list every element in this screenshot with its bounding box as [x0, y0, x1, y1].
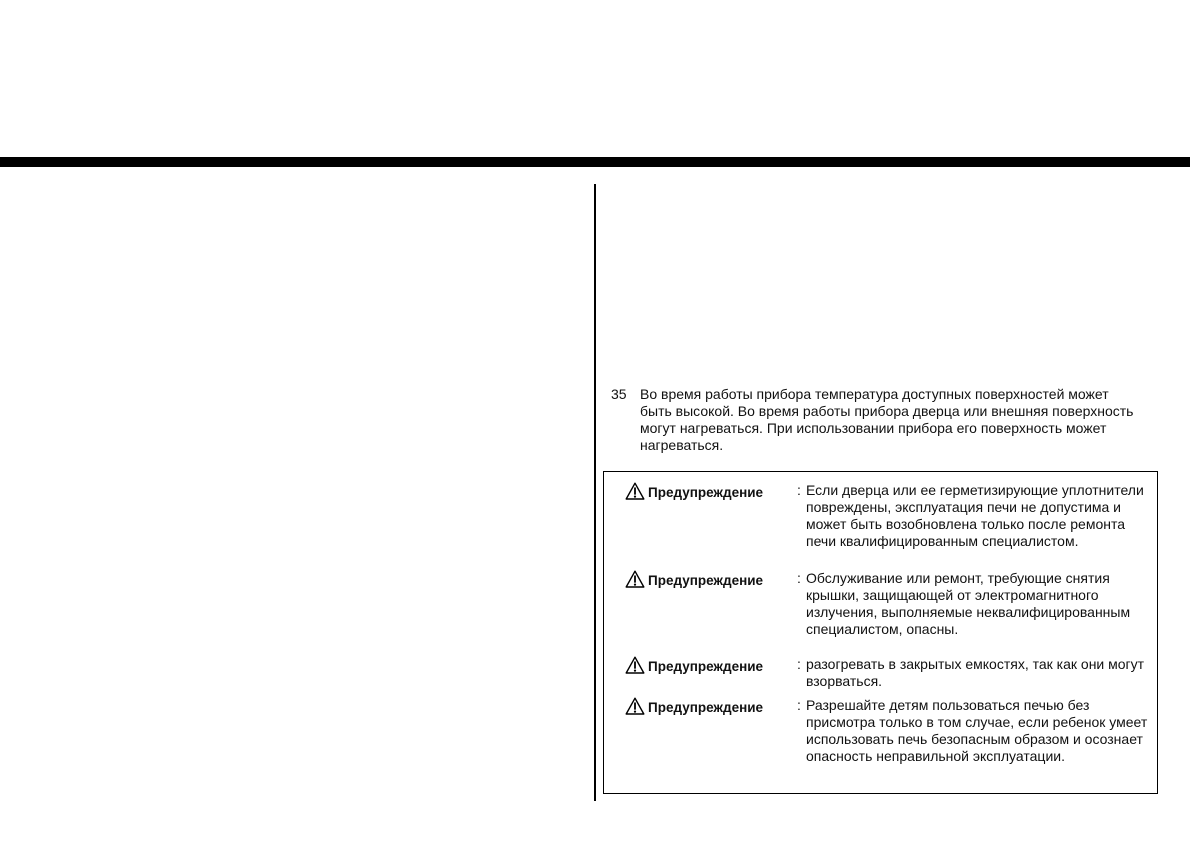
warning-triangle-icon [625, 697, 645, 715]
warning-triangle-icon [625, 482, 645, 500]
warning-colon: : [797, 697, 801, 713]
warning-triangle-icon [625, 570, 645, 588]
warning-label-text: Предупреждение [648, 485, 764, 500]
item-number: 35 [611, 386, 627, 402]
warnings-box [603, 471, 1158, 794]
warning-text: разогревать в закрытых емкостях, так как они могут взорваться. [806, 656, 1145, 689]
warning-label [625, 656, 763, 675]
warning-colon: : [797, 570, 801, 586]
instruction-item-35 [611, 386, 1171, 454]
warning-label [625, 697, 763, 716]
warning-text: Если дверца или ее герметизирующие уплотнители повреждены, эксплуатация печи не допустима и может быть возобновлена только после ремонта печи квалифицированным специалистом. [806, 482, 1144, 549]
warning-text: Обслуживание или ремонт, требующие снятия крышки, защищающей от электромагнитного излучения, выполняемые неквалифицированным специалистом, опасны. [806, 570, 1131, 637]
warning-colon: : [797, 482, 801, 498]
header-rule [0, 157, 1190, 167]
warning-label-text: Предупреждение [648, 573, 764, 588]
warning-label-text: Предупреждение [648, 659, 764, 674]
warning-colon: : [797, 656, 801, 672]
warning-label [625, 570, 763, 589]
warning-label-text: Предупреждение [648, 700, 764, 715]
warning-text: Разрешайте детям пользоваться печью без присмотра только в том случае, если ребенок умеет использовать печь безопасным образом и осознает опасность неправильной эксплуатации. [806, 697, 1148, 764]
item-text: Во время работы прибора температура доступных поверхностей может быть высокой. Во время работы прибора дверца или внешняя поверхность могут нагреваться. При использовании прибора его поверхность может нагреваться. [640, 386, 1134, 453]
column-divider [594, 184, 596, 801]
warning-label [625, 482, 763, 501]
warning-triangle-icon [625, 656, 645, 674]
